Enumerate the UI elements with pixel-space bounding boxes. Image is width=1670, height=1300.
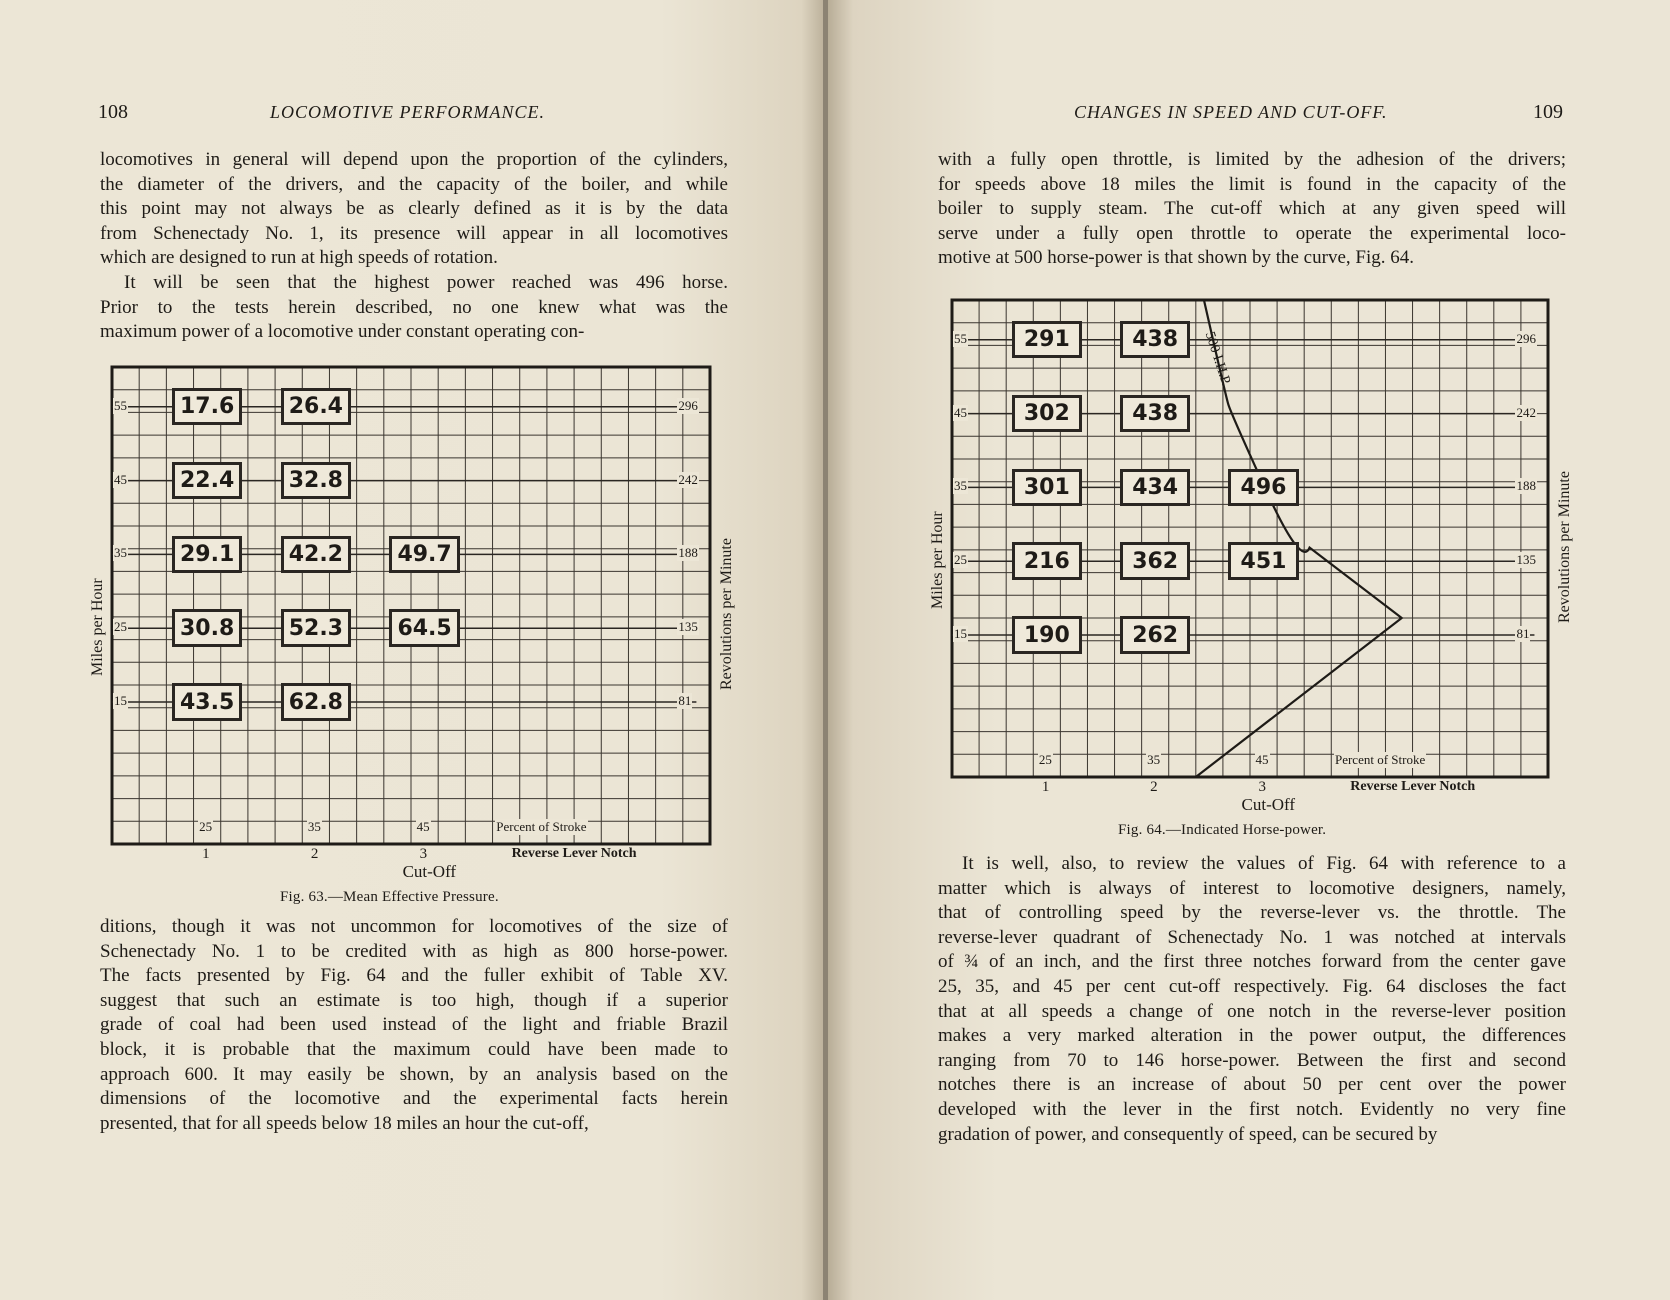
- text-line: matter which is always of interest to locomotive designers, namely,: [938, 877, 1566, 899]
- text-line: Schenectady No. 1 to be credited with as high as 800 horse-power.: [100, 940, 728, 962]
- curve-label: 500 I.H.P.: [1201, 329, 1234, 388]
- percent-tick-label: 45: [416, 819, 430, 835]
- text-line: It is well, also, to review the values of Fig. 64 with reference to a: [962, 853, 1566, 874]
- notch-label: 1: [1041, 779, 1050, 795]
- value-box: 62.8: [281, 683, 352, 720]
- percent-tick-label: 25: [199, 819, 213, 835]
- value-box: 22.4: [172, 462, 243, 499]
- notch-label: 1: [202, 846, 210, 862]
- text-line: developed with the lever in the first notch. Evidently no very fine: [938, 1098, 1566, 1120]
- figure-caption: Fig. 63.—Mean Effective Pressure.: [280, 889, 499, 905]
- value-box: 17.6: [172, 388, 243, 425]
- value-box: 64.5: [389, 609, 460, 646]
- value-box: 52.3: [281, 609, 352, 646]
- text-line: presented, that for all speeds below 18 miles an hour the cut-off,: [100, 1112, 589, 1134]
- value-box: 43.5: [172, 683, 243, 720]
- speed-tick-label: 35: [114, 545, 127, 561]
- value-box: 438: [1120, 395, 1190, 432]
- text-line: which are designed to run at high speeds of rotation.: [100, 247, 498, 269]
- y-axis-title: Miles per Hour: [929, 511, 946, 609]
- figure-caption: Fig. 64.—Indicated Horse-power.: [1118, 822, 1327, 838]
- rpm-tick-label: 81: [678, 693, 692, 709]
- value-box: 49.7: [389, 536, 460, 573]
- text-line: approach 600. It may easily be shown, by an analysis based on the: [100, 1063, 728, 1085]
- percent-of-stroke-label: Percent of Stroke: [496, 819, 587, 835]
- value-box: 302: [1012, 395, 1082, 432]
- text-line: with a fully open throttle, is limited by the adhesion of the drivers;: [938, 149, 1566, 170]
- value-box: 496: [1228, 469, 1298, 506]
- value-box: 30.8: [172, 609, 243, 646]
- percent-tick-label: 25: [1038, 752, 1052, 768]
- text-line: suggest that such an estimate is too high, though if a superior: [100, 989, 728, 1011]
- percent-tick-label: 35: [1147, 752, 1161, 768]
- paragraph: [938, 852, 1566, 1147]
- page-number: 108: [98, 101, 128, 123]
- speed-tick-label: 15: [114, 693, 127, 709]
- y-axis-title-right: Revolutions per Minute: [1556, 470, 1573, 623]
- x-axis-title: Cut-Off: [1241, 795, 1296, 814]
- reverse-lever-notch-label: Reverse Lever Notch: [1350, 779, 1476, 794]
- rpm-tick-label: 81: [1516, 626, 1530, 642]
- value-box: 26.4: [281, 388, 352, 425]
- page-number: 109: [1533, 101, 1563, 123]
- text-line: The facts presented by Fig. 64 and the fuller exhibit of Table XV.: [100, 965, 728, 987]
- text-line: It will be seen that the highest power reached was 496 horse.: [124, 272, 728, 293]
- text-line: this point may not always be as clearly defined as it is by the data: [100, 198, 728, 220]
- rpm-tick-label: 188: [1516, 478, 1536, 494]
- notch-label: 2: [1150, 779, 1158, 795]
- text-line: maximum power of a locomotive under constant operating con-: [100, 321, 585, 343]
- text-line: Prior to the tests herein described, no one knew what was the: [100, 296, 728, 318]
- text-line: for speeds above 18 miles the limit is found in the capacity of the: [938, 173, 1566, 195]
- reverse-lever-notch-label: Reverse Lever Notch: [511, 846, 637, 861]
- left-page: [0, 0, 826, 1300]
- text-line: from Schenectady No. 1, its presence will appear in all locomotives: [100, 222, 728, 244]
- text-line: that of controlling speed by the reverse-lever vs. the throttle. The: [938, 902, 1566, 924]
- percent-tick-label: 35: [307, 819, 321, 835]
- text-line: grade of coal had been used instead of the light and friable Brazil: [100, 1014, 728, 1036]
- text-line: of ¾ of an inch, and the first three notches forward from the center gave: [938, 951, 1566, 973]
- rpm-tick-label: 188: [678, 545, 698, 561]
- paragraph: [100, 915, 728, 1136]
- value-box: 42.2: [281, 536, 352, 573]
- speed-tick-label: 55: [954, 330, 967, 346]
- text-line: boiler to supply steam. The cut-off which at any given speed will: [938, 198, 1566, 220]
- notch-label: 2: [310, 846, 319, 862]
- percent-tick-label: 45: [1255, 752, 1269, 768]
- rpm-tick-label: 296: [1516, 330, 1536, 346]
- speed-tick-label: 15: [954, 626, 967, 642]
- value-box: 29.1: [172, 536, 243, 573]
- text-line: serve under a fully open throttle to operate the experimental loco-: [938, 222, 1566, 244]
- x-axis-title: Cut-Off: [402, 862, 457, 881]
- y-axis-title: Miles per Hour: [89, 578, 106, 676]
- value-box: 291: [1012, 321, 1082, 358]
- speed-tick-label: 45: [114, 471, 127, 487]
- text-line: reverse-lever quadrant of Schenectady No. 1 was notched at intervals: [938, 926, 1566, 948]
- text-line: 25, 35, and 45 per cent cut-off respectively. Fig. 64 discloses the fact: [938, 975, 1566, 997]
- percent-of-stroke-label: Percent of Stroke: [1334, 752, 1426, 768]
- value-box: 190: [1012, 616, 1082, 653]
- value-box: 438: [1120, 321, 1190, 358]
- rpm-tick-label: 296: [678, 397, 698, 413]
- running-head: CHANGES IN SPEED AND CUT-OFF.: [1074, 102, 1388, 122]
- right-page: [828, 0, 1670, 1300]
- text-line: ditions, though it was not uncommon for locomotives of the size of: [100, 916, 728, 937]
- speed-tick-label: 55: [114, 397, 127, 413]
- speed-tick-label: 45: [954, 404, 967, 420]
- value-box: 434: [1120, 469, 1190, 506]
- value-box: 451: [1228, 542, 1298, 579]
- speed-tick-label: 35: [954, 478, 967, 494]
- value-box: 216: [1012, 542, 1082, 579]
- rpm-tick-label: 135: [1516, 552, 1536, 568]
- rpm-tick-label: 242: [678, 471, 698, 487]
- running-head: LOCOMOTIVE PERFORMANCE.: [270, 102, 545, 122]
- text-line: notches there is an increase of about 50 per cent over the power: [938, 1074, 1566, 1096]
- rpm-tick-label: 242: [1516, 404, 1536, 420]
- text-line: motive at 500 horse-power is that shown by the curve, Fig. 64.: [938, 247, 1414, 269]
- value-box: 262: [1120, 616, 1190, 653]
- value-box: 301: [1012, 469, 1082, 506]
- notch-label: 3: [419, 846, 428, 862]
- text-line: dimensions of the locomotive and the experimental facts herein: [100, 1088, 728, 1110]
- speed-tick-label: 25: [954, 552, 967, 568]
- text-line: the diameter of the drivers, and the capacity of the boiler, and while: [100, 173, 728, 195]
- text-line: gradation of power, and consequently of speed, can be secured by: [938, 1123, 1438, 1145]
- y-axis-title-right: Revolutions per Minute: [718, 537, 735, 690]
- text-line: makes a very marked alteration in the power output, the differences: [938, 1025, 1566, 1047]
- value-box: 32.8: [281, 462, 352, 499]
- text-line: locomotives in general will depend upon the proportion of the cylinders,: [100, 149, 728, 170]
- speed-tick-label: 25: [114, 619, 127, 635]
- rpm-tick-label: 135: [678, 619, 698, 635]
- value-box: 362: [1120, 542, 1190, 579]
- text-line: ranging from 70 to 146 horse-power. Between the first and second: [938, 1049, 1566, 1071]
- notch-label: 3: [1258, 779, 1267, 795]
- text-line: block, it is probable that the maximum could have been made to: [100, 1038, 728, 1060]
- text-line: that at all speeds a change of one notch in the reverse-lever position: [938, 1000, 1566, 1022]
